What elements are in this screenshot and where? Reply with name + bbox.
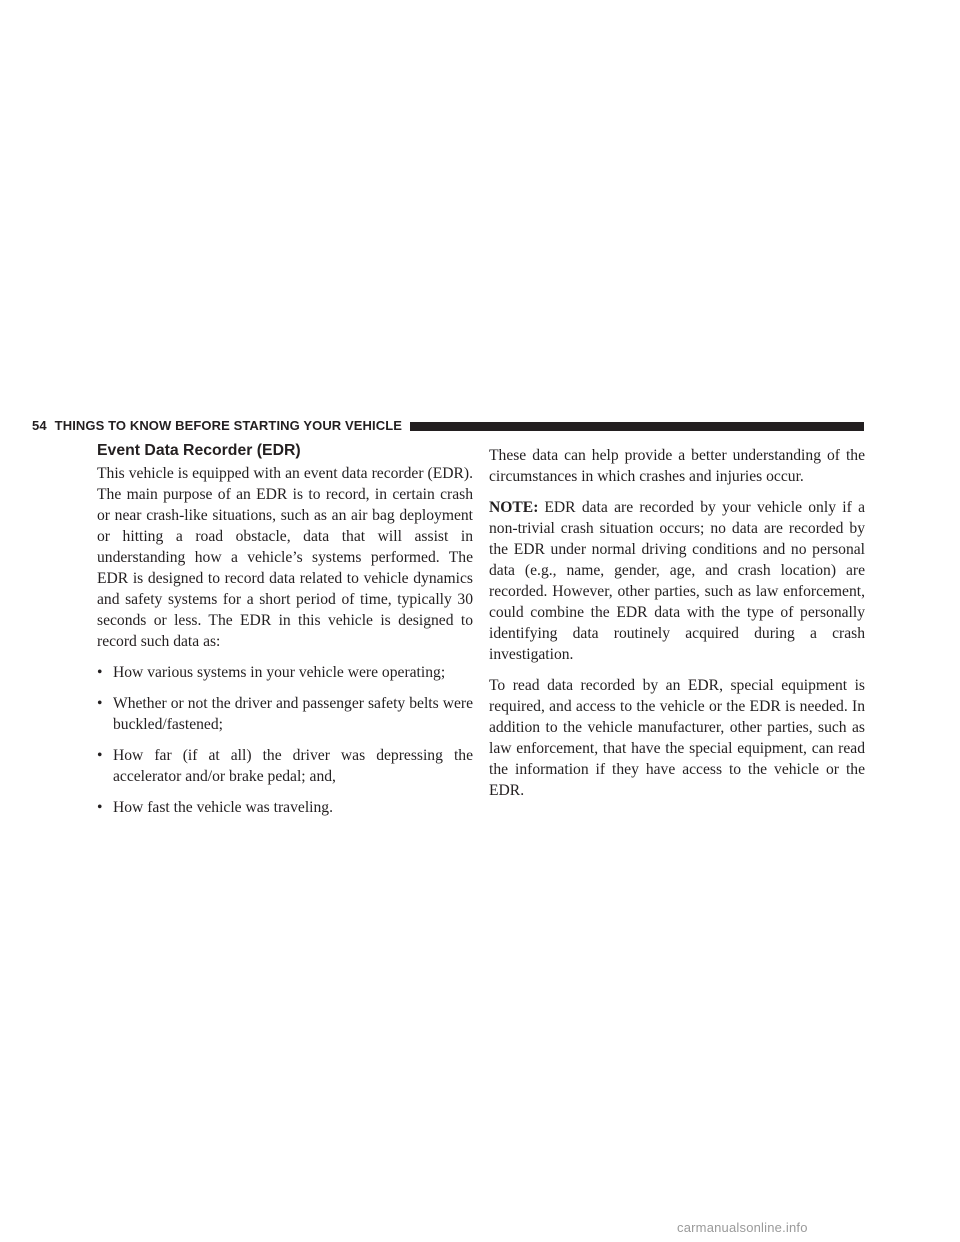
list-item (97, 662, 473, 683)
page-header (32, 418, 864, 434)
list-item-text: How fast the vehicle was traveling. (113, 799, 333, 816)
bullet-icon: • (97, 799, 103, 816)
list-item-text: How various systems in your vehicle were operating; (113, 664, 446, 681)
list-item (97, 745, 473, 787)
note-paragraph (489, 497, 865, 665)
left-column (97, 441, 473, 818)
read-data-paragraph: To read data recorded by an EDR, special equipment is required, and access to the vehicle or the EDR is needed. In addition to the vehicle manufacturer, other parties, such as law enforcement, that have the special equipment, can read the information if they have access to the vehicle or the EDR. (489, 677, 865, 799)
section-title: THINGS TO KNOW BEFORE STARTING YOUR VEHICLE (54, 418, 403, 433)
section-heading: Event Data Recorder (EDR) (97, 442, 301, 459)
note-label: NOTE: (489, 499, 539, 516)
bullet-icon: • (97, 695, 103, 712)
intro-paragraph: This vehicle is equipped with an event data recorder (EDR). The main purpose of an EDR is to record, in certain crash or near crash-like situations, such as an air bag deployment or hitting a road obstacle, data that will assist in understanding how a vehicle’s systems performed. The EDR is designed to record data related to vehicle dynamics and safety systems for a short period of time, typically 30 seconds or less. The EDR in this vehicle is designed to record such data as: (97, 465, 473, 650)
page-number: 54 (32, 418, 47, 433)
circumstances-paragraph: These data can help provide a better understanding of the circumstances in which crashes and injuries occur. (489, 447, 865, 485)
list-item-text: How far (if at all) the driver was depressing the accelerator and/or brake pedal; and, (113, 747, 473, 785)
bullet-list (97, 662, 473, 818)
list-item (97, 693, 473, 735)
header-rule (410, 422, 864, 431)
bullet-icon: • (97, 664, 103, 681)
watermark-text: carmanualsonline.info (677, 1220, 808, 1235)
right-column (489, 445, 865, 801)
list-item (97, 797, 473, 818)
list-item-text: Whether or not the driver and passenger safety belts were buckled/fastened; (113, 695, 473, 733)
note-text: EDR data are recorded by your vehicle only if a non-trivial crash situation occurs; no data are recorded by the EDR under normal driving conditions and no personal data (e.g., name, gender, age, and crash location) are recorded. However, other parties, such as law enforcement, could combine the EDR data with the type of personally identifying data routinely acquired during a crash investigation. (489, 499, 865, 663)
bullet-icon: • (97, 747, 103, 764)
